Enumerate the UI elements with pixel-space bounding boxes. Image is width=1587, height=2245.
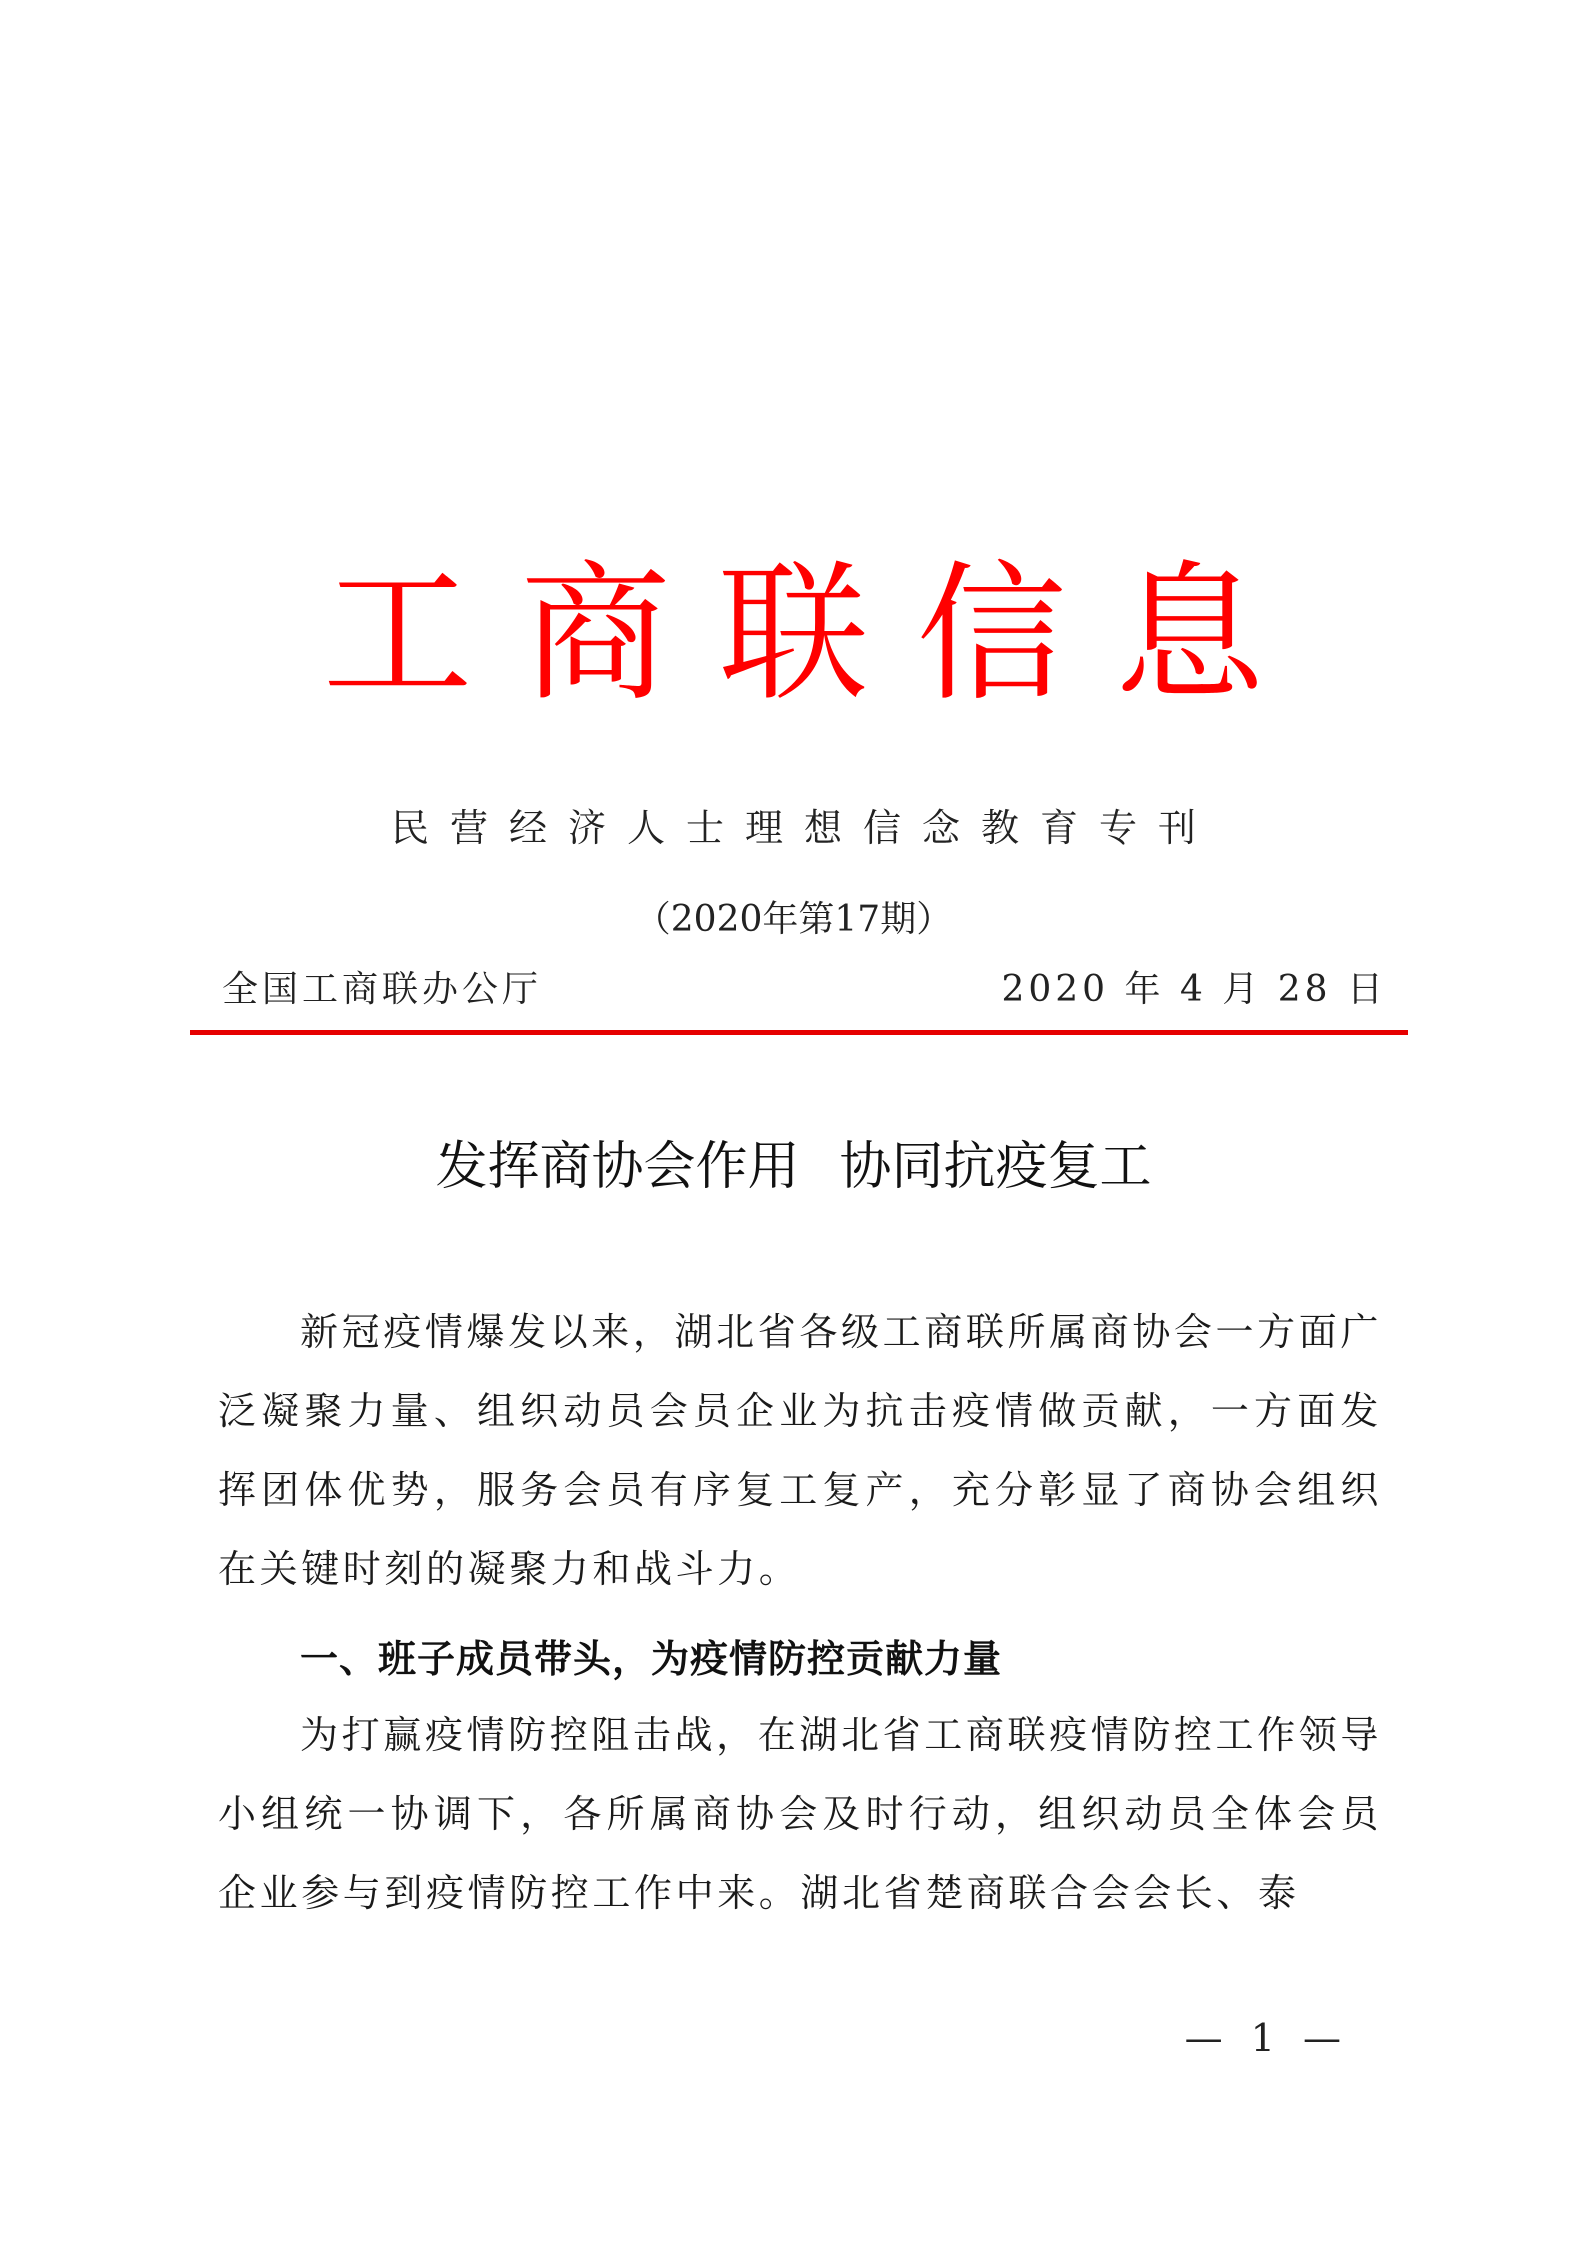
paragraph-section1: 为打赢疫情防控阻击战，在湖北省工商联疫情防控工作领导小组统一协调下，各所属商协会及时行动，组织动员全体会员企业参与到疫情防控工作中来。湖北省楚商联合会会长、泰 xyxy=(218,1713,1382,1915)
issue-number: （2020年第17期） xyxy=(634,899,953,940)
section-heading-1: 一、班子成员带头，为疫情防控贡献力量 xyxy=(300,1637,1003,1681)
paragraph-intro: 新冠疫情爆发以来，湖北省各级工商联所属商协会一方面广泛凝聚力量、组织动员会员企业为抗击疫情做贡献，一方面发挥团体优势，服务会员有序复工复产，充分彰显了商协会组织在关键时刻的凝聚力和战斗力。 xyxy=(218,1310,1382,1591)
publication-subtitle: 民营经济人士理想信念教育专刊 xyxy=(390,806,1217,850)
article-title-part2: 协同抗疫复工 xyxy=(839,1137,1152,1197)
issuing-office: 全国工商联办公厅 xyxy=(222,969,543,1010)
page-number: — 1 — xyxy=(1184,2016,1349,2060)
article-title xyxy=(0,1130,1587,1204)
article-body-section1 xyxy=(218,1696,1382,1933)
issue-date: 2020 年 4 月 28 日 xyxy=(1001,969,1387,1010)
red-divider-line xyxy=(190,1030,1408,1035)
masthead-title: 工商联信息 xyxy=(322,548,1313,722)
article-body-intro xyxy=(218,1293,1382,1609)
article-title-part1: 发挥商协会作用 xyxy=(435,1137,800,1197)
